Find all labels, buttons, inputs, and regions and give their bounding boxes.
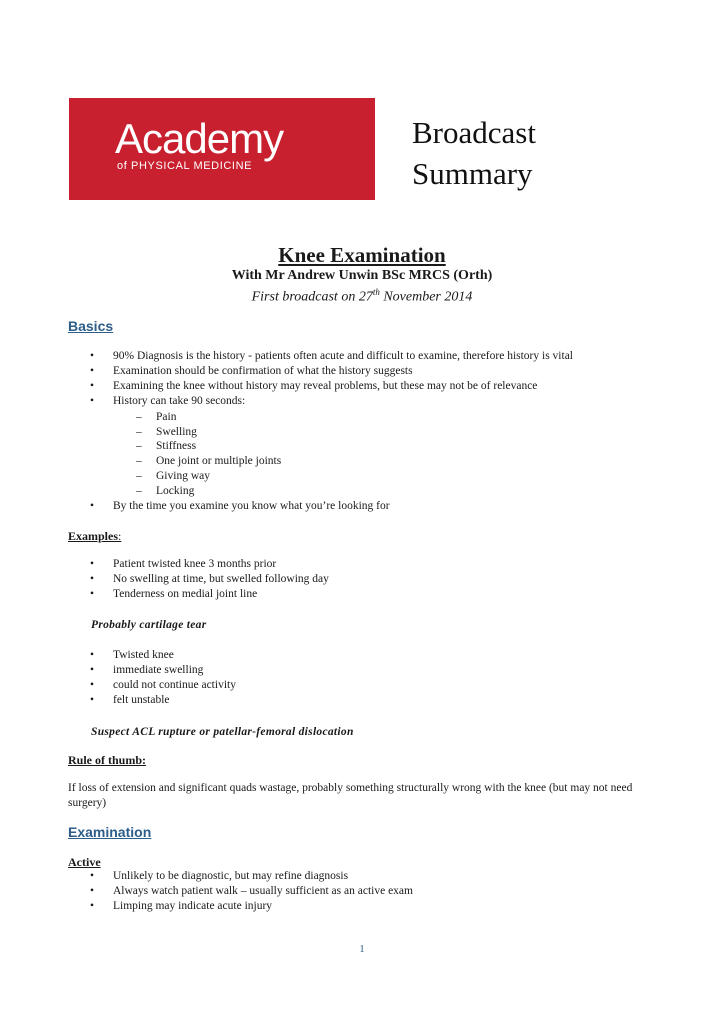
summary-line: Summary bbox=[412, 156, 533, 191]
list-item: • 90% Diagnosis is the history - patients often acute and difficult to examine, therefore history is vital bbox=[90, 349, 650, 364]
example-case-2 bbox=[90, 648, 650, 708]
broadcast-line: Broadcast bbox=[412, 115, 536, 150]
basics-list bbox=[90, 349, 650, 409]
examples-heading bbox=[68, 529, 121, 543]
basics-heading: Basics bbox=[68, 318, 114, 334]
logo-wordmark: Academy bbox=[115, 115, 284, 162]
date-suffix: November 2014 bbox=[379, 289, 473, 305]
list-item: • could not continue activity bbox=[90, 678, 650, 693]
list-item: – Swelling bbox=[136, 425, 281, 440]
broadcast-date bbox=[0, 284, 724, 306]
date-prefix: First broadcast on 27 bbox=[251, 289, 373, 305]
example-case-1 bbox=[90, 557, 650, 602]
logo-subtitle: of PHYSICAL MEDICINE bbox=[117, 160, 253, 172]
date-superscript: th bbox=[372, 287, 380, 297]
list-item: • By the time you examine you know what you’re looking for bbox=[90, 499, 650, 514]
broadcast-summary-title bbox=[412, 112, 536, 194]
examples-heading-colon: : bbox=[118, 529, 122, 543]
examination-heading: Examination bbox=[68, 824, 152, 840]
document-title: Knee Examination bbox=[278, 243, 446, 267]
active-list bbox=[90, 869, 650, 914]
list-item: • Examining the knee without history may reveal problems, but these may not be of relevance bbox=[90, 379, 650, 394]
history-sublist bbox=[136, 410, 281, 498]
list-item: • History can take 90 seconds: bbox=[90, 394, 650, 409]
conclusion-acl: Suspect ACL rupture or patellar-femoral dislocation bbox=[91, 726, 354, 738]
list-item: • Unlikely to be diagnostic, but may refine diagnosis bbox=[90, 869, 650, 884]
rule-of-thumb-text: If loss of extension and significant quads wastage, probably something structurally wrong with the knee (but may not need surgery) bbox=[68, 782, 633, 809]
basics-list-end bbox=[90, 499, 650, 514]
list-item: – Stiffness bbox=[136, 439, 281, 454]
list-item: • Always watch patient walk – usually sufficient as an active exam bbox=[90, 884, 650, 899]
active-subheading: Active bbox=[68, 855, 101, 869]
page-number: 1 bbox=[359, 943, 365, 955]
list-item: • Patient twisted knee 3 months prior bbox=[90, 557, 650, 572]
list-item: – Pain bbox=[136, 410, 281, 425]
list-item: • felt unstable bbox=[90, 693, 650, 708]
examples-heading-text: Examples bbox=[68, 529, 119, 543]
list-item: • Limping may indicate acute injury bbox=[90, 899, 650, 914]
document-title-block bbox=[0, 242, 724, 306]
list-item: • immediate swelling bbox=[90, 663, 650, 678]
presenter-line: With Mr Andrew Unwin BSc MRCS (Orth) bbox=[231, 268, 493, 283]
list-item: – One joint or multiple joints bbox=[136, 454, 281, 469]
list-item: • No swelling at time, but swelled following day bbox=[90, 572, 650, 587]
list-item: – Giving way bbox=[136, 469, 281, 484]
list-item: – Locking bbox=[136, 484, 281, 499]
academy-logo bbox=[69, 98, 375, 200]
list-item: • Tenderness on medial joint line bbox=[90, 587, 650, 602]
list-item: • Examination should be confirmation of what the history suggests bbox=[90, 364, 650, 379]
rule-of-thumb-heading: Rule of thumb: bbox=[68, 753, 147, 767]
list-item: • Twisted knee bbox=[90, 648, 650, 663]
conclusion-cartilage: Probably cartilage tear bbox=[91, 619, 207, 631]
